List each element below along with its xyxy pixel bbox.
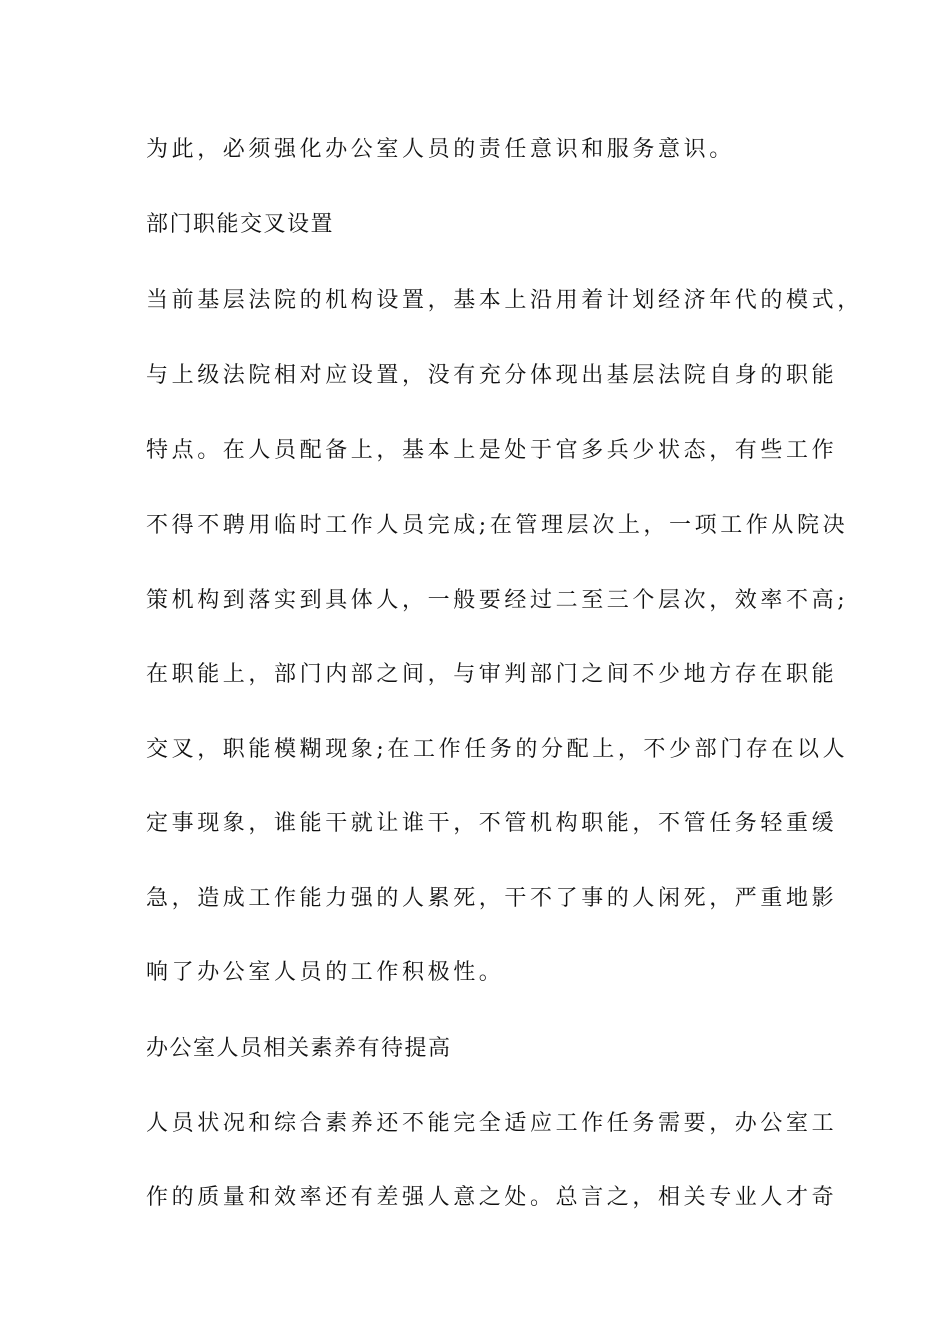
paragraph-line: 响了办公室人员的工作积极性。: [146, 960, 505, 985]
paragraph-line: 急，造成工作能力强的人累死，干不了事的人闲死，严重地影: [146, 886, 838, 911]
paragraph-line: 特点。在人员配备上，基本上是处于官多兵少状态，有些工作: [146, 438, 838, 463]
paragraph-line: 当前基层法院的机构设置，基本上沿用着计划经济年代的模式，: [146, 288, 863, 313]
paragraph-line: 人员状况和综合素养还不能完全适应工作任务需要，办公室工: [146, 1111, 838, 1136]
paragraph-line: 不得不聘用临时工作人员完成;在管理层次上，一项工作从院决: [146, 513, 849, 538]
paragraph-line: 定事现象，谁能干就让谁干，不管机构职能，不管任务轻重缓: [146, 811, 838, 836]
section-heading: 办公室人员相关素养有待提高: [146, 1036, 452, 1061]
paragraph-line: 在职能上，部门内部之间，与审判部门之间不少地方存在职能: [146, 662, 838, 687]
paragraph-line: 与上级法院相对应设置，没有充分体现出基层法院自身的职能: [146, 363, 838, 388]
paragraph-line: 交叉，职能模糊现象;在工作任务的分配上，不少部门存在以人: [146, 737, 849, 762]
paragraph-line: 为此，必须强化办公室人员的责任意识和服务意识。: [146, 137, 735, 162]
paragraph-line: 作的质量和效率还有差强人意之处。总言之，相关专业人才奇: [146, 1185, 838, 1210]
section-heading: 部门职能交叉设置: [146, 212, 335, 237]
paragraph-line: 策机构到落实到具体人，一般要经过二至三个层次，效率不高;: [146, 588, 849, 613]
